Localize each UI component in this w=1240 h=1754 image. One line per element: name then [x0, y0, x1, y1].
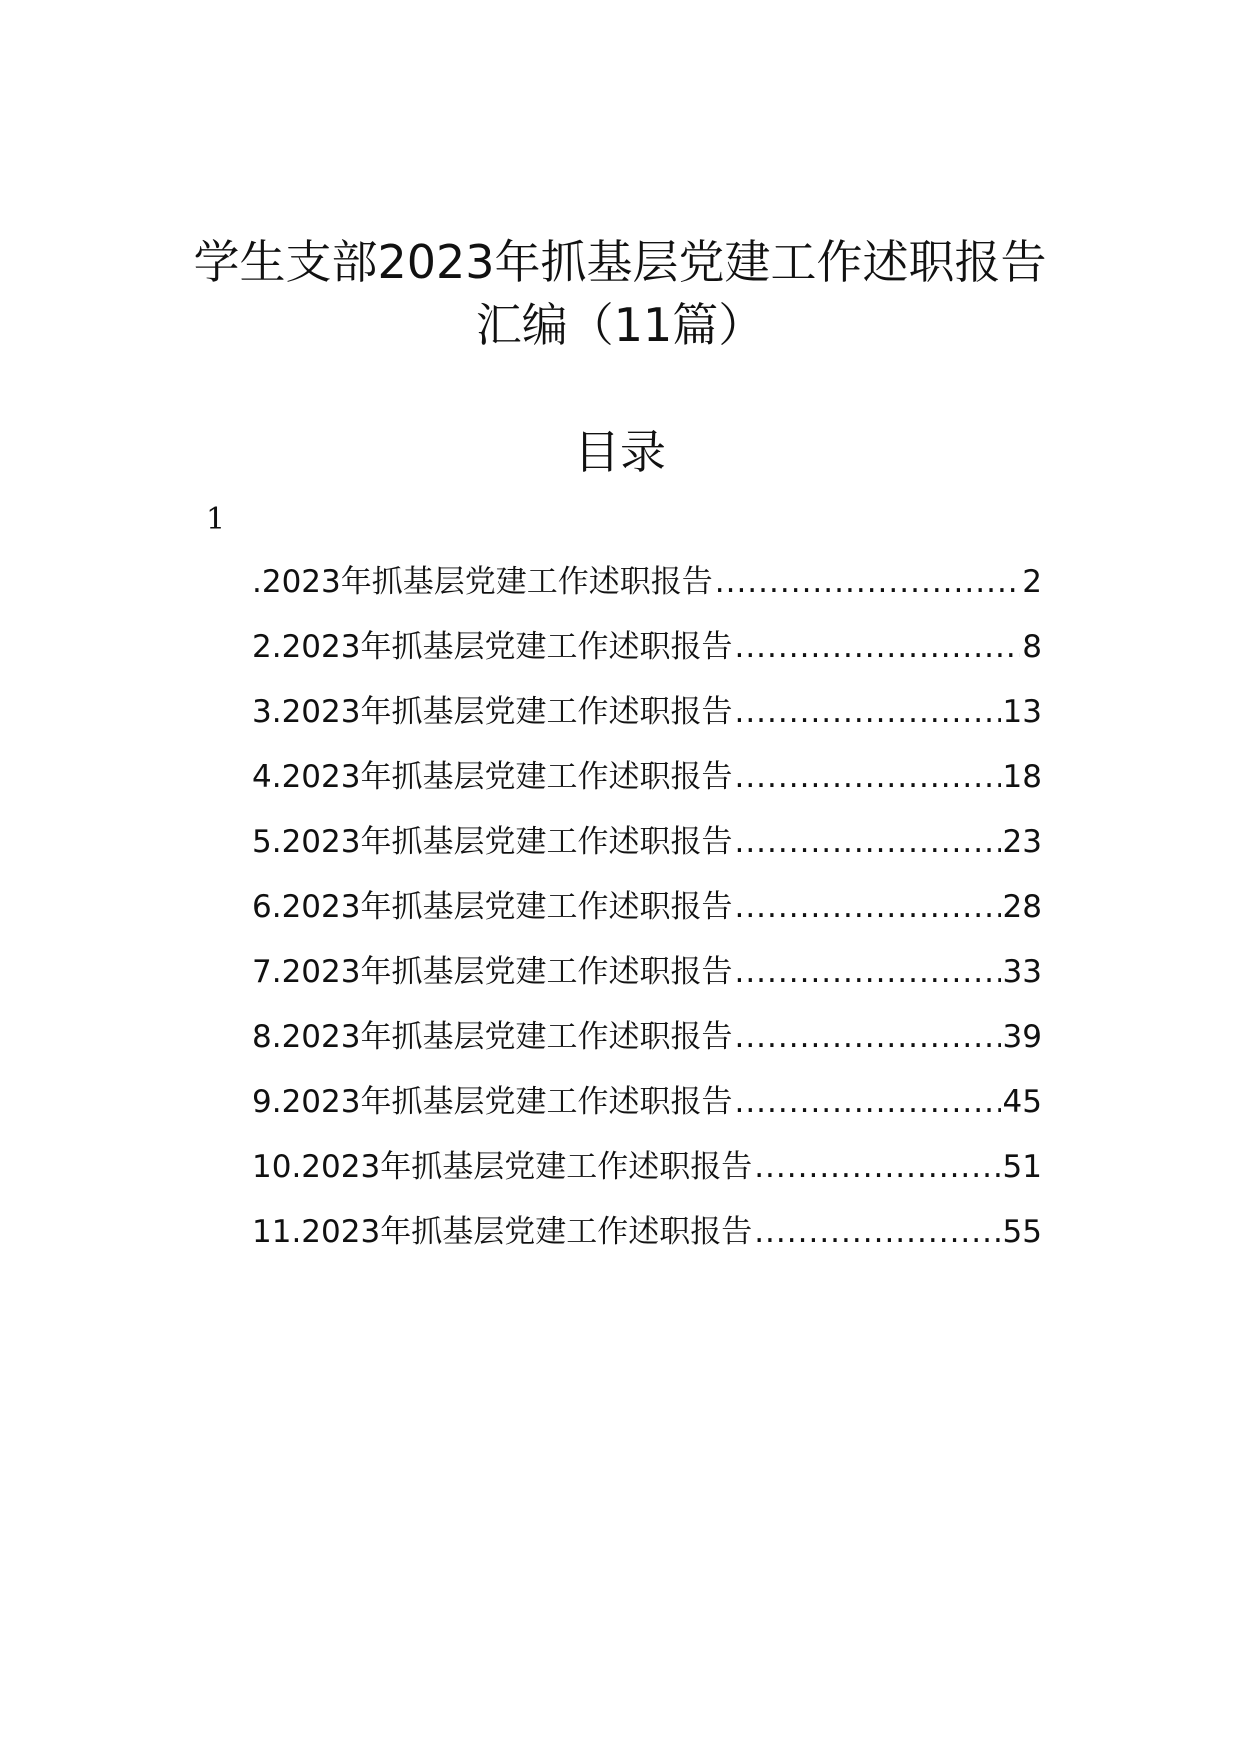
toc-leader-dots: [734, 885, 1000, 929]
toc-entry-label: 8.2023年抓基层党建工作述职报告: [252, 1019, 733, 1055]
toc-leader-dots: [734, 625, 1020, 669]
toc-leader-dots: [754, 1210, 1000, 1254]
toc-entry-3[interactable]: [252, 690, 1042, 755]
toc-leader-dots: [734, 950, 1000, 994]
toc-entry-label: 7.2023年抓基层党建工作述职报告: [252, 954, 733, 990]
toc-entry-6[interactable]: [252, 885, 1042, 950]
toc-leader-dots: [734, 755, 1000, 799]
table-of-contents: [252, 560, 1042, 1275]
stray-list-number: 1: [206, 502, 226, 537]
toc-entry-label: 2.2023年抓基层党建工作述职报告: [252, 629, 733, 665]
document-title-line-1: 学生支部2023年抓基层党建工作述职报告: [193, 235, 1047, 289]
toc-entry-label: .2023年抓基层党建工作述职报告: [252, 564, 713, 600]
toc-leader-dots: [734, 1080, 1000, 1124]
toc-leader-dots: [734, 1015, 1000, 1059]
toc-entry-9[interactable]: [252, 1080, 1042, 1145]
toc-entry-label: 3.2023年抓基层党建工作述职报告: [252, 694, 733, 730]
toc-entry-label: 4.2023年抓基层党建工作述职报告: [252, 759, 733, 795]
toc-entry-page: 51: [1002, 1149, 1042, 1185]
toc-entry-2[interactable]: [252, 625, 1042, 690]
toc-entry-page: 39: [1002, 1019, 1042, 1055]
toc-entry-label: 6.2023年抓基层党建工作述职报告: [252, 889, 733, 925]
toc-entry-page: 2: [1022, 564, 1042, 600]
toc-leader-dots: [754, 1145, 1000, 1189]
toc-entry-7[interactable]: [252, 950, 1042, 1015]
toc-entry-page: 8: [1022, 629, 1042, 665]
toc-entry-page: 13: [1002, 694, 1042, 730]
toc-leader-dots: [715, 560, 1021, 604]
toc-entry-10[interactable]: [252, 1145, 1042, 1210]
toc-leader-dots: [734, 820, 1000, 864]
toc-entry-4[interactable]: [252, 755, 1042, 820]
toc-entry-page: 33: [1002, 954, 1042, 990]
toc-entry-page: 18: [1002, 759, 1042, 795]
toc-entry-page: 55: [1002, 1214, 1042, 1250]
toc-entry-page: 28: [1002, 889, 1042, 925]
toc-entry-8[interactable]: [252, 1015, 1042, 1080]
toc-leader-dots: [734, 690, 1000, 734]
toc-entry-5[interactable]: [252, 820, 1042, 885]
toc-entry-11[interactable]: [252, 1210, 1042, 1275]
toc-entry-1[interactable]: [252, 560, 1042, 625]
toc-heading: 目录: [574, 425, 666, 479]
toc-entry-page: 45: [1002, 1084, 1042, 1120]
toc-entry-label: 9.2023年抓基层党建工作述职报告: [252, 1084, 733, 1120]
toc-entry-label: 5.2023年抓基层党建工作述职报告: [252, 824, 733, 860]
document-title-line-2: 汇编（11篇）: [475, 298, 765, 352]
toc-entry-page: 23: [1002, 824, 1042, 860]
toc-entry-label: 11.2023年抓基层党建工作述职报告: [252, 1214, 753, 1250]
toc-entry-label: 10.2023年抓基层党建工作述职报告: [252, 1149, 753, 1185]
